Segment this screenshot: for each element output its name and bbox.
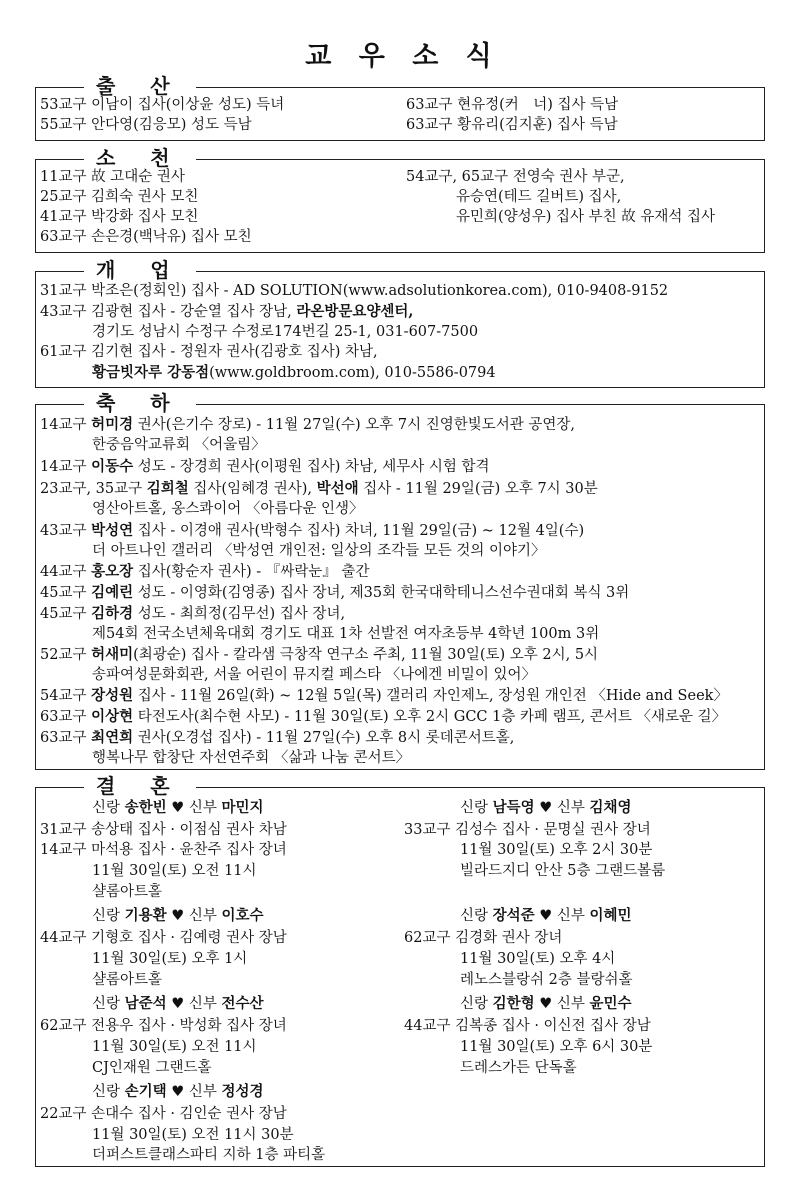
couple-date: 11월 30일(토) 오후 6시 30분: [460, 1039, 653, 1055]
birth-section: [35, 74, 765, 141]
couple-date: 11월 30일(토) 오후 1시: [92, 951, 248, 967]
heart-icon: ♥: [171, 996, 185, 1012]
congrats-item: 송파여성문화회관, 서울 어린이 뮤지컬 페스타 〈나에겐 비밀이 있어〉: [92, 667, 537, 683]
death-item: 유민희(양성우) 집사 부친 故 유재석 집사: [456, 209, 715, 225]
couple-names: 신랑 장석준 ♥ 신부 이혜민: [460, 907, 632, 924]
couple-parents: 44교구 김복종 집사 · 이신전 집사 장남: [404, 1018, 651, 1034]
death-item: 54교구, 65교구 전영숙 권사 부군,: [406, 169, 625, 185]
couple-parents: 62교구 김경화 권사 장녀: [404, 930, 563, 946]
congrats-item: 행복나무 합창단 자선연주회 〈삶과 나눔 콘서트〉: [92, 750, 411, 766]
death-section: [35, 146, 765, 253]
couple-parents: 62교구 전용우 집사 · 박성화 집사 장녀: [40, 1018, 287, 1034]
opening-heading: 개 업: [84, 257, 196, 283]
birth-item: 53교구 이남이 집사(이상윤 성도) 득녀: [40, 97, 285, 113]
couple-date: 11월 30일(토) 오전 11시: [92, 863, 257, 879]
birth-item: 63교구 황유리(김지훈) 집사 득남: [406, 117, 618, 133]
couple-names: 신랑 김한형 ♥ 신부 윤민수: [460, 995, 632, 1012]
congrats-item: 영산아트홀, 옹스콰이어 〈아름다운 인생〉: [92, 501, 364, 517]
couple-names: 신랑 남준석 ♥ 신부 전수산: [92, 995, 264, 1012]
heart-icon: ♥: [539, 908, 553, 924]
heart-icon: ♥: [171, 908, 185, 924]
couple-parents: 22교구 손대수 집사 · 김인순 권사 장남: [40, 1106, 287, 1122]
couple-date: 11월 30일(토) 오후 2시 30분: [460, 842, 653, 858]
wedding-heading: 결 혼: [84, 773, 196, 799]
couple-names: 신랑 남득영 ♥ 신부 김채영: [460, 799, 632, 816]
opening-item: 43교구 김광현 집사 - 강순열 집사 장남, 라온방문요양센터,: [40, 303, 414, 320]
congrats-item: 제54회 전국소년체육대회 경기도 대표 1차 선발전 여자초등부 4학년 100m 3위: [92, 626, 600, 642]
congrats-item: 45교구 김예린 성도 - 이영화(김영종) 집사 장녀, 제35회 한국대학테니스선수권대회 복식 3위: [40, 584, 630, 601]
death-item: 63교구 손은경(백낙유) 집사 모친: [40, 229, 252, 245]
congrats-item: 한중음악교류회 〈어울림〉: [92, 437, 266, 453]
death-item: 25교구 김희숙 권사 모친: [40, 189, 199, 205]
couple-parents: 31교구 송상태 집사 · 이점심 권사 차남: [40, 822, 287, 838]
death-item: 41교구 박강화 집사 모친: [40, 209, 199, 225]
page-title: 교 우 소 식: [305, 41, 501, 72]
congrats-item: 14교구 허미경 권사(은기수 장로) - 11월 27일(수) 오후 7시 진영한빛도서관 공연장,: [40, 416, 576, 433]
couple-names: 신랑 기용환 ♥ 신부 이호수: [92, 907, 264, 924]
congrats-item: 54교구 장성원 집사 - 11월 26일(화) ~ 12월 5일(목) 갤러리 자인제노, 장성원 개인전 〈Hide and Seek〉: [40, 687, 728, 704]
couple-venue: 빌라드지디 안산 5층 그랜드볼룸: [460, 863, 666, 879]
heart-icon: ♥: [539, 800, 553, 816]
congrats-item: 43교구 박성연 집사 - 이경애 권사(박형수 집사) 차녀, 11월 29일(금) ~ 12월 4일(수): [40, 522, 585, 539]
congrats-item: 45교구 김하경 성도 - 최희정(김무선) 집사 장녀,: [40, 605, 346, 622]
congrats-heading: 축 하: [84, 390, 196, 416]
couple-venue: 레노스블랑쉬 2층 블랑쉬홀: [460, 972, 633, 988]
couple-venue: 샬롬아트홀: [92, 884, 163, 900]
death-item: 유승연(테드 길버트) 집사,: [456, 189, 622, 205]
couple-venue: 더퍼스트클래스파티 지하 1층 파티홀: [92, 1147, 326, 1163]
couple-date: 11월 30일(토) 오후 4시: [460, 951, 616, 967]
couple-parents: 14교구 마석용 집사 · 윤찬주 집사 장녀: [40, 842, 287, 858]
congrats-item: 63교구 이상현 타전도사(최수현 사모) - 11월 30일(토) 오후 2시 GCC 1층 카페 램프, 콘서트 〈새로운 길〉: [40, 708, 727, 725]
congrats-section: [35, 391, 765, 770]
opening-item: 경기도 성남시 수정구 수정로174번길 25-1, 031-607-7500: [92, 324, 479, 340]
couple-venue: 샬롬아트홀: [92, 972, 163, 988]
congrats-item: 44교구 홍오장 집사(황순자 권사) - 『싸락눈』 출간: [40, 563, 370, 580]
couple-venue: 드레스가든 단독홀: [460, 1060, 577, 1076]
congrats-item: 14교구 이동수 성도 - 장경희 권사(이평원 집사) 차남, 세무사 시험 합격: [40, 458, 490, 475]
heart-icon: ♥: [539, 996, 553, 1012]
congrats-item: 63교구 최연희 권사(오경섭 집사) - 11월 27일(수) 오후 8시 롯데콘서트홀,: [40, 729, 515, 746]
couple-parents: 33교구 김성수 집사 · 문명실 권사 장녀: [404, 822, 651, 838]
heart-icon: ♥: [171, 1084, 185, 1100]
couple-date: 11월 30일(토) 오전 11시: [92, 1039, 257, 1055]
couple-date: 11월 30일(토) 오전 11시 30분: [92, 1127, 294, 1143]
opening-item: 31교구 박조은(정회인) 집사 - AD SOLUTION(www.adsolutionkorea.com), 010-9408-9152: [40, 283, 669, 299]
wedding-section: [35, 774, 765, 1167]
birth-item: 55교구 안다영(김응모) 성도 득남: [40, 117, 252, 133]
opening-item: 황금빗자루 강동점(www.goldbroom.com), 010-5586-0794: [92, 364, 496, 381]
congrats-item: 52교구 허새미(최광순) 집사 - 칼라샘 극창작 연구소 주최, 11월 30일(토) 오후 2시, 5시: [40, 646, 599, 663]
congrats-item: 23교구, 35교구 김희철 집사(임혜경 권사), 박선애 집사 - 11월 29일(금) 오후 7시 30분: [40, 480, 598, 497]
death-heading: 소 천: [84, 145, 196, 171]
couple-parents: 44교구 기형호 집사 · 김예령 권사 장남: [40, 930, 287, 946]
couple-names: 신랑 송한빈 ♥ 신부 마민지: [92, 799, 264, 816]
opening-section: [35, 258, 765, 388]
opening-item: 61교구 김기현 집사 - 정원자 권사(김광호 집사) 차남,: [40, 344, 378, 360]
birth-item: 63교구 현유정(커 너) 집사 득남: [406, 97, 619, 113]
heart-icon: ♥: [171, 800, 185, 816]
couple-names: 신랑 손기택 ♥ 신부 정성경: [92, 1083, 264, 1100]
congrats-item: 더 아트나인 갤러리 〈박성연 개인전: 일상의 조각들 모든 것의 이야기〉: [92, 543, 546, 559]
birth-heading: 출 산: [84, 73, 196, 99]
death-item: 11교구 故 고대순 권사: [40, 169, 185, 185]
couple-venue: CJ인재원 그랜드홀: [92, 1060, 212, 1076]
